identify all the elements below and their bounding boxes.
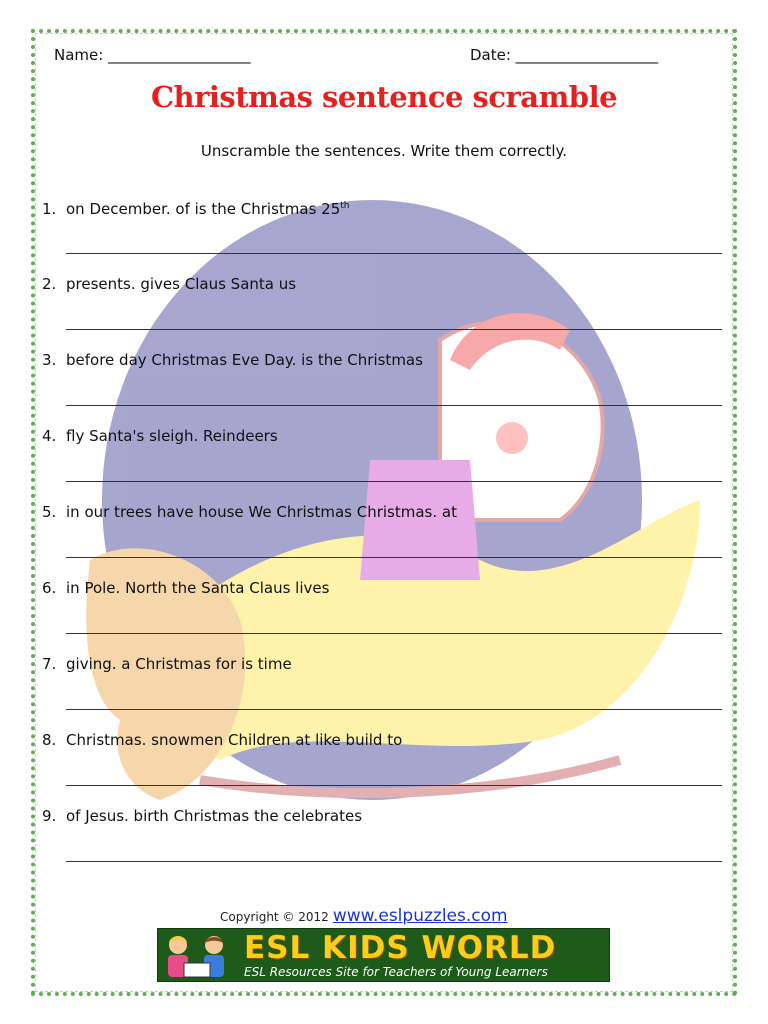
question-superscript: th [340,201,350,211]
question-text: in our trees have house We Christmas Christmas. at [66,503,457,521]
date-field[interactable]: Date: ___________________ [470,46,659,64]
banner-subtitle: ESL Resources Site for Teachers of Young Learners [244,965,548,979]
answer-line-4[interactable] [66,481,722,482]
question-text: on December. of is the Christmas 25 [66,200,341,218]
question-number: 6. [42,579,57,597]
question-4 [42,427,278,445]
answer-line-9[interactable] [66,861,722,862]
question-text: Christmas. snowmen Children at like build to [66,731,403,749]
instructions: Unscramble the sentences. Write them correctly. [200,142,568,160]
esl-kids-world-banner[interactable] [157,928,610,982]
question-number: 7. [42,655,57,673]
question-number: 1. [42,200,57,218]
name-field[interactable]: Name: ___________________ [54,46,251,64]
question-2 [42,275,296,293]
question-8 [42,731,402,749]
answer-line-1[interactable] [66,253,722,254]
question-number: 2. [42,275,57,293]
question-text: presents. gives Claus Santa us [66,275,297,293]
answer-line-2[interactable] [66,329,722,330]
question-1 [42,200,349,218]
santa-nose-shape [496,422,528,454]
question-6 [42,579,329,597]
kids-reading-icon [158,929,238,982]
banner-title: ESL KIDS WORLD [244,930,557,966]
answer-line-5[interactable] [66,557,722,558]
answer-line-6[interactable] [66,633,722,634]
question-5 [42,503,457,521]
question-text: fly Santa's sleigh. Reindeers [66,427,278,445]
question-9 [42,807,362,825]
copyright-text: Copyright © 2012 [220,910,329,924]
question-text: in Pole. North the Santa Claus lives [66,579,330,597]
question-7 [42,655,292,673]
answer-line-3[interactable] [66,405,722,406]
question-number: 3. [42,351,57,369]
worksheet-title: Christmas sentence scramble [150,80,618,114]
question-number: 4. [42,427,57,445]
question-text: of Jesus. birth Christmas the celebrates [66,807,363,825]
copyright-notice [220,906,508,926]
question-text: giving. a Christmas for is time [66,655,292,673]
question-number: 5. [42,503,57,521]
question-number: 9. [42,807,57,825]
answer-line-8[interactable] [66,785,722,786]
question-3 [42,351,423,369]
question-number: 8. [42,731,57,749]
answer-line-7[interactable] [66,709,722,710]
website-link[interactable]: www.eslpuzzles.com [332,906,508,926]
question-text: before day Christmas Eve Day. is the Christmas [66,351,423,369]
